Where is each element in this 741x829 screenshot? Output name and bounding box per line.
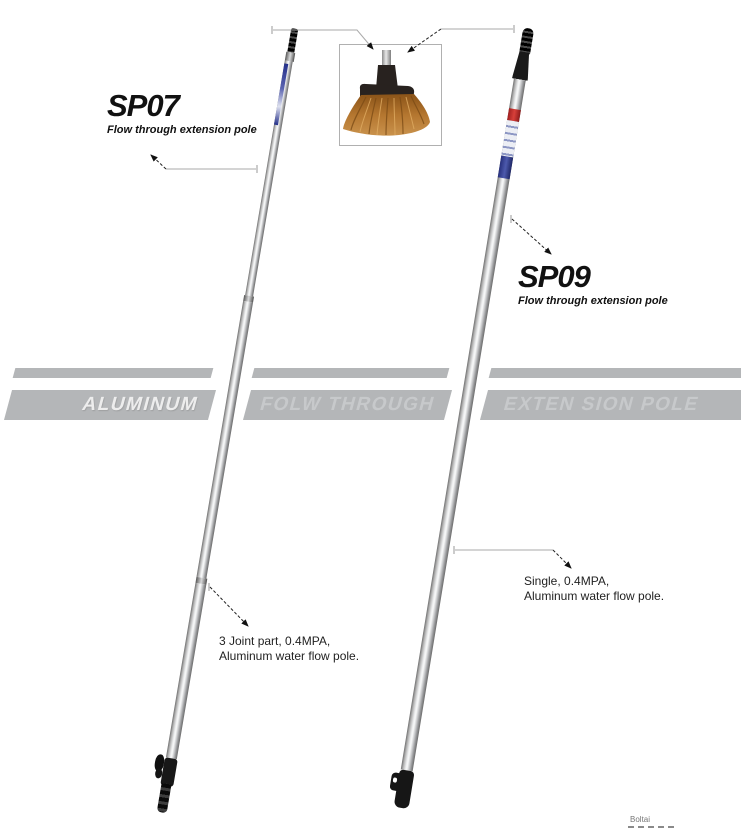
- sp09-spec-note: [524, 574, 664, 604]
- sp07-subtitle: Flow through extension pole: [107, 124, 257, 136]
- pole-section-3: [165, 582, 205, 758]
- sp09-code: SP09: [518, 259, 590, 294]
- banner-label: FOLW THROUGH: [257, 394, 438, 415]
- pole-end-spout: [156, 783, 171, 813]
- sp09-spec-line2: Aluminum water flow pole.: [524, 589, 665, 603]
- sp09-spec-line1: Single, 0.4MPA,: [524, 574, 610, 588]
- pole-tip-cone: [511, 50, 531, 80]
- watermark-underline: [628, 826, 674, 828]
- banner-label: ALUMINUM: [79, 394, 201, 415]
- sp07-title-block: [107, 90, 257, 136]
- brand-watermark: Boltai: [630, 815, 651, 824]
- sp07-spec-line2: Aluminum water flow pole.: [219, 649, 360, 663]
- banner-thick-strip: [480, 390, 741, 420]
- sp07-code: SP07: [107, 88, 179, 123]
- pole-body: [400, 78, 525, 771]
- sp09-note-leader-arrow: [454, 546, 571, 568]
- banner-thick-strip: [4, 390, 216, 420]
- brush-inset-frame: [339, 44, 442, 146]
- banner-label: EXTEN SION POLE: [501, 394, 702, 415]
- sp07-note-leader-arrow: [209, 583, 248, 626]
- banner-thin-strip: [252, 368, 450, 378]
- banner-thick-strip: [243, 390, 452, 420]
- banner-thin-strip: [489, 368, 741, 378]
- banner-aluminum: [8, 368, 212, 420]
- sp09-title-leader-arrow: [511, 215, 551, 254]
- pole-tip-thread: [286, 27, 297, 52]
- brush-head-icon: [340, 45, 439, 143]
- sp07-title-leader-arrow: [151, 155, 257, 173]
- pole-hang-hook-notch: [392, 777, 397, 783]
- pole-sticker-text-area: [501, 120, 519, 157]
- pole-section-2: [196, 300, 253, 578]
- pole-tip-cap: [518, 27, 533, 54]
- sp07-spec-note: [219, 634, 359, 664]
- pole-sp07: [154, 27, 300, 813]
- banner-flow-through: [247, 368, 448, 420]
- banner-thin-strip: [13, 368, 214, 378]
- sp07-spec-line1: 3 Joint part, 0.4MPA,: [219, 634, 331, 648]
- banner-extension-pole: [484, 368, 741, 420]
- sp09-subtitle: Flow through extension pole: [518, 295, 668, 307]
- sp09-title-block: [518, 261, 668, 307]
- pole-sticker-blue-band: [497, 155, 512, 179]
